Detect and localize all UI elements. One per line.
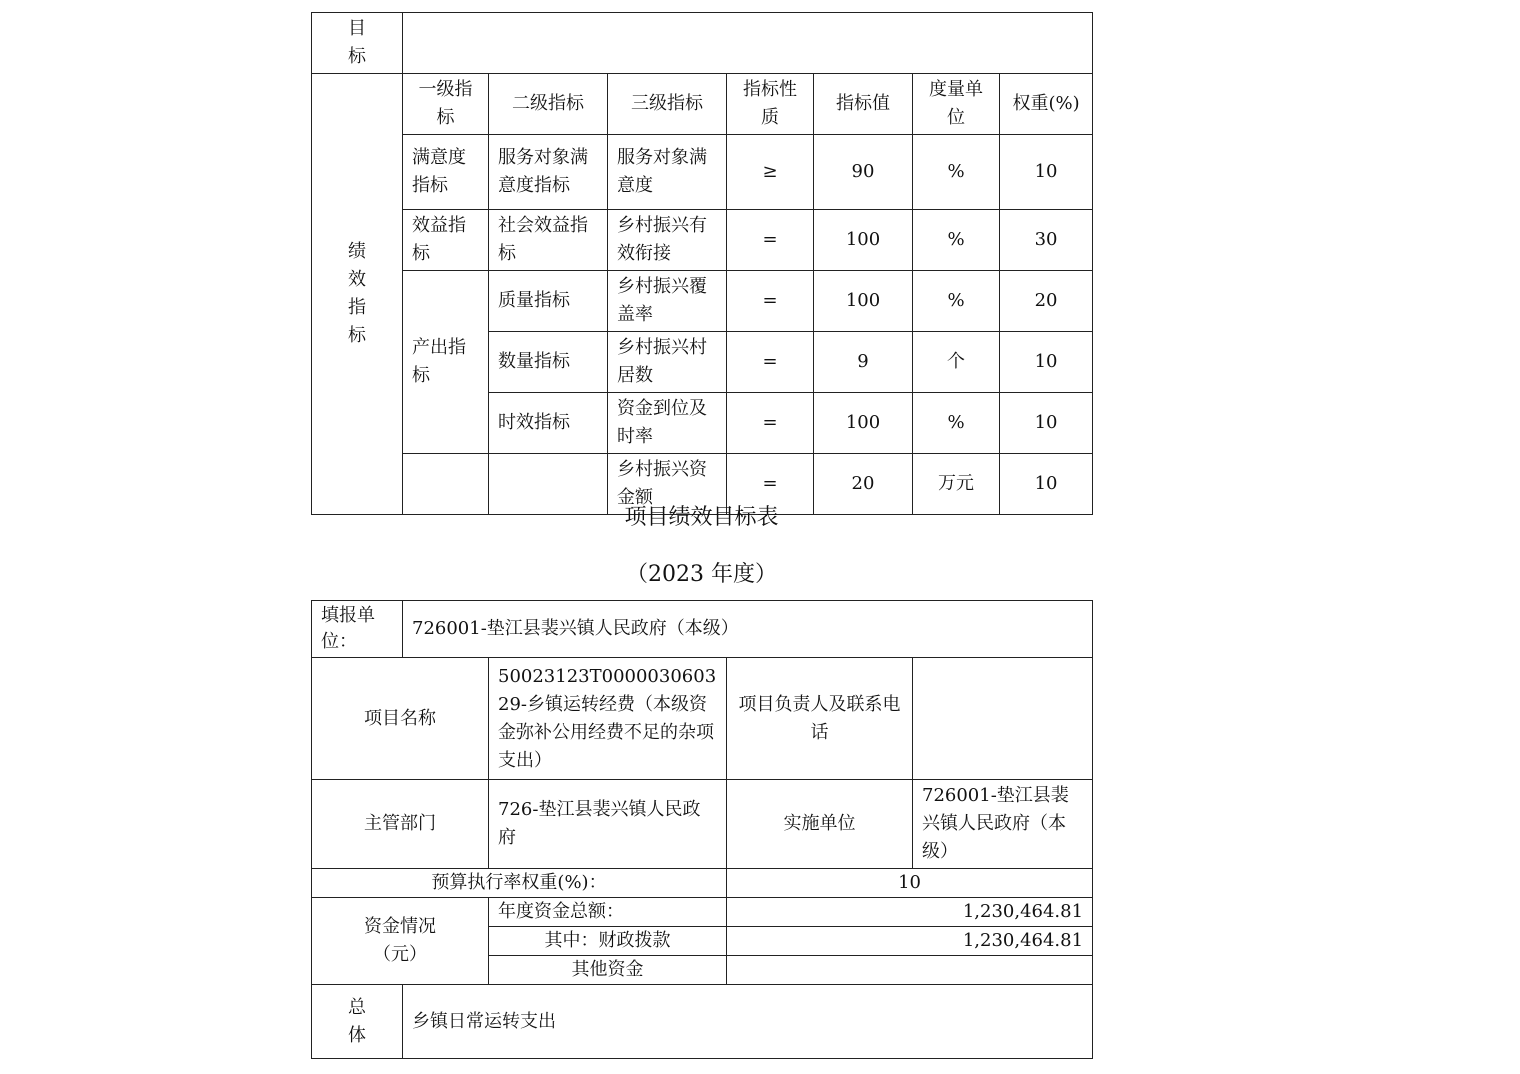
value-cell: 100 — [814, 210, 913, 271]
header-unit: 度量单位 — [913, 74, 1000, 135]
value-cell: 100 — [814, 271, 913, 332]
l3-cell: 资金到位及时率 — [608, 393, 727, 454]
value-cell: 90 — [814, 135, 913, 210]
unit-cell: % — [913, 271, 1000, 332]
nature-cell: = — [727, 454, 814, 515]
nature-cell: = — [727, 393, 814, 454]
project-name-value: 50023123T000003060329-乡镇运转经费（本级资金弥补公用经费不足的杂项支出） — [489, 658, 727, 780]
budget-weight-value: 10 — [727, 869, 1093, 898]
header-weight: 权重(%) — [1000, 74, 1093, 135]
weight-cell: 10 — [1000, 454, 1093, 515]
table-row — [312, 271, 1093, 332]
unit-cell: 个 — [913, 332, 1000, 393]
nature-cell: = — [727, 271, 814, 332]
fund-label-text: 资金情况（元） — [364, 916, 436, 965]
fund-other-value — [727, 956, 1093, 985]
weight-cell: 20 — [1000, 271, 1093, 332]
dept-value: 726-垫江县裴兴镇人民政府 — [489, 780, 727, 869]
value-cell: 100 — [814, 393, 913, 454]
unit-value: 726001-垫江县裴兴镇人民政府（本级） — [403, 601, 1093, 658]
budget-weight-label: 预算执行率权重(%)： — [312, 869, 727, 898]
unit-cell: % — [913, 210, 1000, 271]
weight-cell: 30 — [1000, 210, 1093, 271]
l3-cell: 服务对象满意度 — [608, 135, 727, 210]
fund-total-label: 年度资金总额： — [489, 898, 727, 927]
header-nature: 指标性质 — [727, 74, 814, 135]
header-l2: 二级指标 — [489, 74, 608, 135]
year-subtitle: （2023 年度） — [626, 562, 777, 587]
header-value: 指标值 — [814, 74, 913, 135]
l1-cell: 满意度指标 — [403, 135, 489, 210]
weight-cell: 10 — [1000, 393, 1093, 454]
project-info-table — [311, 600, 1093, 1059]
fund-total-value: 1,230,464.81 — [727, 898, 1093, 927]
perf-indicator-label — [312, 74, 403, 515]
nature-cell: ≥ — [727, 135, 814, 210]
header-l1: 一级指标 — [403, 74, 489, 135]
l3-cell: 乡村振兴覆盖率 — [608, 271, 727, 332]
l3-cell: 乡村振兴村居数 — [608, 332, 727, 393]
l2-cell: 时效指标 — [489, 393, 608, 454]
contact-value — [913, 658, 1093, 780]
l2-cell: 质量指标 — [489, 271, 608, 332]
l2-cell: 服务对象满意度指标 — [489, 135, 608, 210]
fund-other-label: 其他资金 — [489, 956, 727, 985]
fund-fiscal-value: 1,230,464.81 — [727, 927, 1093, 956]
overall-label — [312, 985, 403, 1059]
unit-cell: 万元 — [913, 454, 1000, 515]
l2-cell: 社会效益指标 — [489, 210, 608, 271]
unit-label: 填报单位： — [312, 601, 403, 658]
fund-label — [312, 898, 489, 985]
l3-cell: 乡村振兴有效衔接 — [608, 210, 727, 271]
dept-label: 主管部门 — [312, 780, 489, 869]
impl-label: 实施单位 — [727, 780, 913, 869]
weight-cell: 10 — [1000, 135, 1093, 210]
overall-value: 乡镇日常运转支出 — [403, 985, 1093, 1059]
impl-value: 726001-垫江县裴兴镇人民政府（本级） — [913, 780, 1093, 869]
performance-indicator-table — [311, 12, 1093, 515]
unit-cell: % — [913, 135, 1000, 210]
fund-fiscal-label: 其中：财政拨款 — [489, 927, 727, 956]
unit-cell: % — [913, 393, 1000, 454]
table-row — [312, 135, 1093, 210]
value-cell: 9 — [814, 332, 913, 393]
contact-label: 项目负责人及联系电话 — [727, 658, 913, 780]
page-title: 项目绩效目标表 — [624, 505, 779, 530]
header-l3: 三级指标 — [608, 74, 727, 135]
overall-label-text: 总体 — [348, 996, 366, 1046]
value-cell: 20 — [814, 454, 913, 515]
project-name-label: 项目名称 — [312, 658, 489, 780]
nature-cell: = — [727, 332, 814, 393]
table-row — [312, 210, 1093, 271]
l3-cell: 乡村振兴资金额 — [608, 454, 727, 515]
target-value — [403, 13, 1093, 74]
l1-cell: 产出指标 — [403, 271, 489, 454]
weight-cell: 10 — [1000, 332, 1093, 393]
nature-cell: = — [727, 210, 814, 271]
perf-indicator-text: 绩效指标 — [348, 241, 366, 346]
target-label: 目标 — [312, 13, 403, 74]
l1-cell: 效益指标 — [403, 210, 489, 271]
l2-cell: 数量指标 — [489, 332, 608, 393]
